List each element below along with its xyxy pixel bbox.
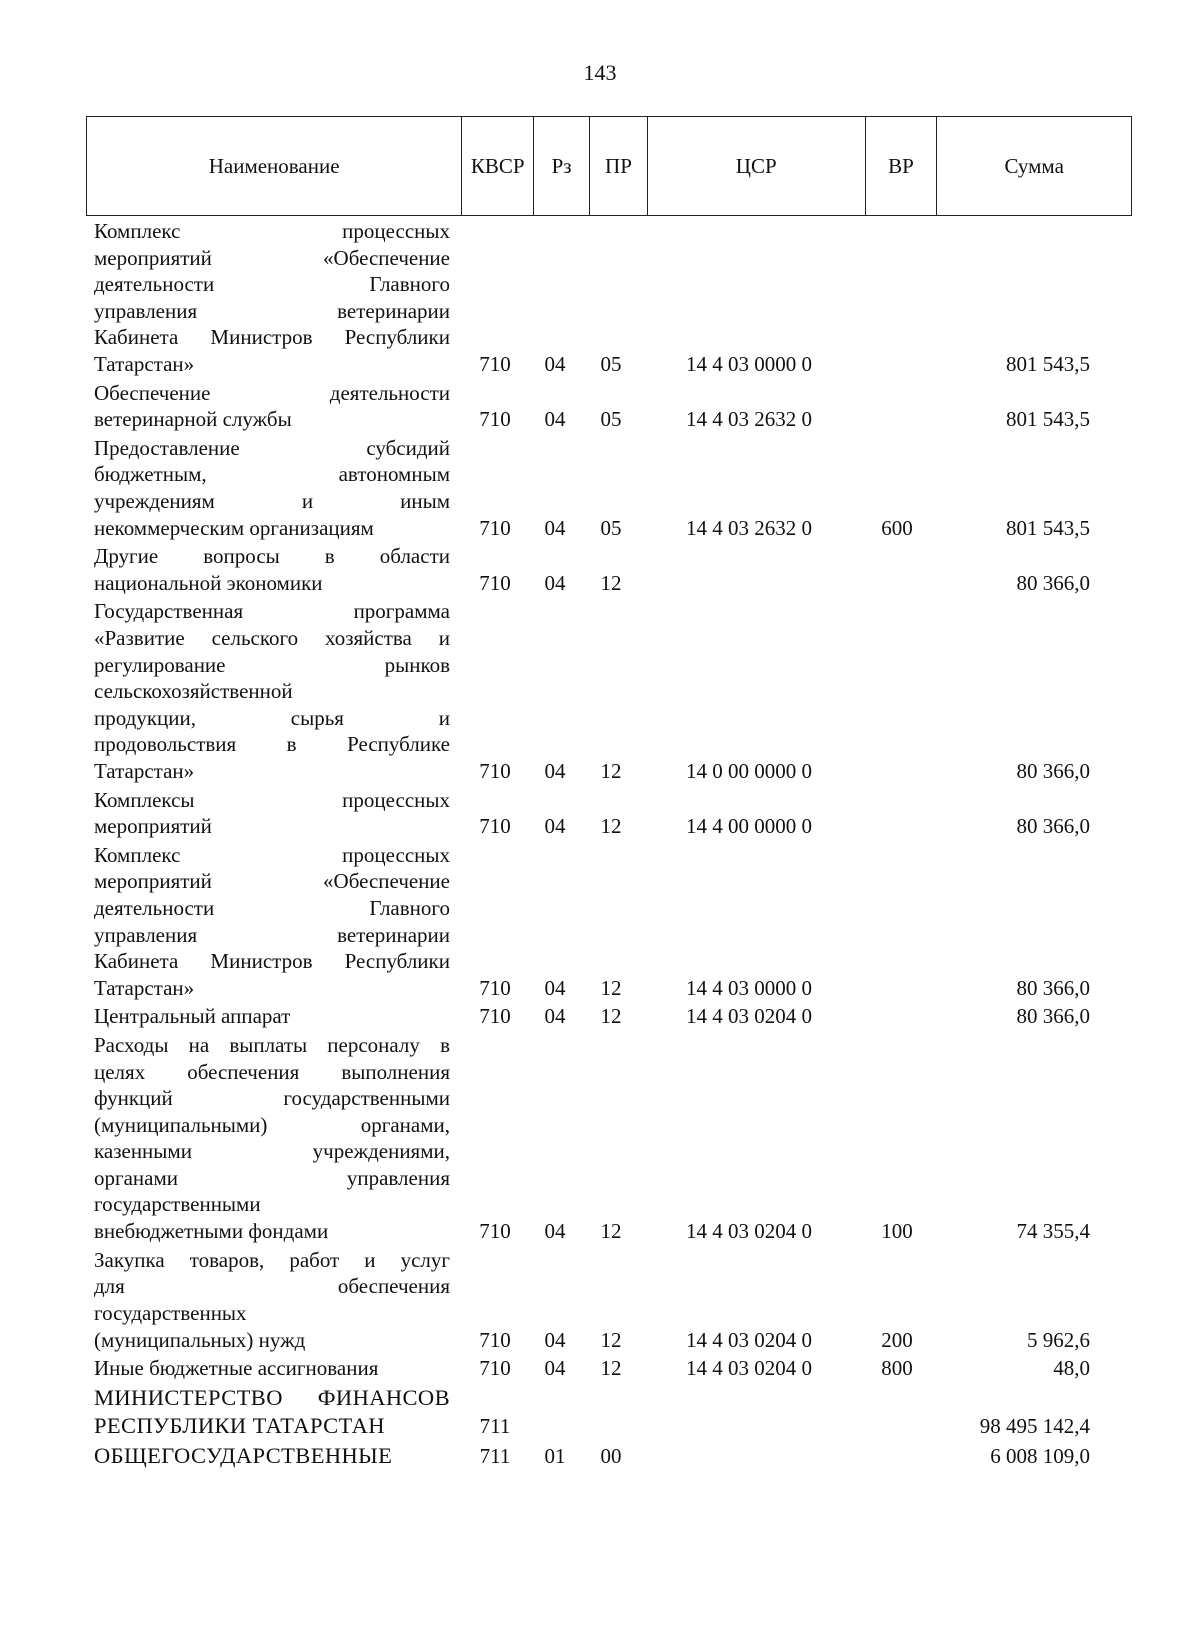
row-rz: 04	[544, 1356, 566, 1381]
page-number: 143	[583, 60, 617, 85]
header-name: Наименование	[87, 117, 462, 215]
row-csr: 14 4 03 0204 0	[686, 1327, 812, 1352]
row-name-line: для обеспечения	[94, 1274, 450, 1299]
header-sum: Сумма	[1004, 153, 1064, 178]
header-pr: ПР	[590, 117, 648, 215]
row-sum: 80 366,0	[1016, 758, 1090, 783]
row-name-line: функций государственными	[94, 1086, 450, 1111]
table-row	[0, 218, 1200, 378]
row-csr: 14 4 00 0000 0	[686, 814, 812, 839]
row-kvsr: 710	[479, 407, 511, 432]
row-name-line: целях обеспечения выполнения	[94, 1059, 450, 1084]
row-name	[94, 1247, 450, 1353]
table-row	[0, 380, 1200, 433]
row-name-line: Комплекс процессных	[94, 219, 450, 243]
row-pr: 12	[600, 814, 622, 839]
header-rz: Рз	[534, 117, 590, 215]
row-name-line: Татарстан»	[94, 758, 195, 783]
row-name-line: продукции, сырья и	[94, 705, 450, 730]
row-sum: 801 543,5	[1006, 515, 1090, 540]
row-name-line: Закупка товаров, работ и услуг	[94, 1247, 450, 1272]
row-rz: 04	[544, 1327, 566, 1352]
row-pr: 12	[600, 975, 622, 1000]
row-sum: 5 962,6	[1027, 1327, 1090, 1352]
header-csr: ЦСР	[648, 117, 866, 215]
row-name	[94, 842, 450, 1002]
row-csr: 14 4 03 0000 0	[686, 975, 812, 1000]
row-sum: 48,0	[1053, 1356, 1090, 1381]
row-name-line: Другие вопросы в области	[94, 544, 450, 569]
row-name-line: деятельности Главного	[94, 272, 450, 297]
row-pr: 12	[600, 758, 622, 783]
row-vr: 100	[881, 1219, 913, 1244]
row-name-line: бюджетным, автономным	[94, 462, 450, 487]
row-kvsr: 710	[479, 814, 511, 839]
row-kvsr: 710	[479, 1327, 511, 1352]
row-pr: 05	[600, 352, 622, 376]
row-csr: 14 0 00 0000 0	[686, 758, 812, 783]
row-sum: 801 543,5	[1006, 407, 1090, 432]
row-name-line: ОБЩЕГОСУДАРСТВЕННЫЕ	[94, 1442, 393, 1468]
row-csr: 14 4 03 2632 0	[686, 515, 812, 540]
table-row	[0, 543, 1200, 596]
row-csr: 14 4 03 2632 0	[686, 407, 812, 432]
row-name-line: мероприятий	[94, 814, 212, 839]
row-name	[94, 435, 450, 541]
row-rz: 04	[544, 975, 566, 1000]
row-name-line: (муниципальными) органами,	[94, 1112, 450, 1137]
row-name-line: Кабинета Министров Республики	[94, 325, 450, 350]
row-rz: 04	[544, 570, 566, 595]
table-row	[0, 1442, 1200, 1470]
row-name-line: мероприятий «Обеспечение	[94, 245, 450, 270]
row-rz: 04	[544, 1004, 566, 1029]
row-name	[94, 598, 450, 784]
row-csr: 14 4 03 0204 0	[686, 1004, 812, 1029]
row-pr: 12	[600, 1004, 622, 1029]
header-kvsr: КВСР	[462, 117, 534, 215]
table-row	[0, 1247, 1200, 1353]
row-vr: 600	[881, 515, 913, 540]
row-kvsr: 710	[479, 1004, 511, 1029]
row-rz: 01	[544, 1443, 566, 1468]
row-csr: 14 4 03 0204 0	[686, 1356, 812, 1381]
row-kvsr: 710	[479, 758, 511, 783]
row-name-line: сельскохозяйственной	[94, 679, 293, 704]
row-pr: 12	[600, 1219, 622, 1244]
row-name	[94, 1384, 450, 1440]
row-name-line: Комплекс процессных	[94, 842, 450, 867]
row-name-line: «Развитие сельского хозяйства и	[94, 625, 450, 650]
row-name-line: учреждениям и иным	[94, 488, 450, 513]
row-kvsr: 710	[479, 1356, 511, 1381]
row-sum: 80 366,0	[1016, 1004, 1090, 1029]
row-kvsr: 711	[479, 1413, 511, 1438]
row-kvsr: 710	[479, 1219, 511, 1244]
table-row	[0, 598, 1200, 784]
row-name-line: Центральный аппарат	[94, 1004, 291, 1029]
row-name-line: РЕСПУБЛИКИ ТАТАРСТАН	[94, 1412, 385, 1438]
row-name-line: управления ветеринарии	[94, 922, 450, 947]
table-body	[0, 218, 1200, 1472]
row-name-line: МИНИСТЕРСТВО ФИНАНСОВ	[94, 1384, 450, 1410]
row-name	[94, 1442, 450, 1470]
row-name	[94, 1355, 450, 1382]
row-name	[94, 380, 450, 433]
header-vr: ВР	[866, 117, 938, 215]
row-name-line: государственными	[94, 1192, 261, 1217]
table-header	[86, 116, 1132, 216]
row-pr: 12	[600, 570, 622, 595]
row-kvsr: 710	[479, 975, 511, 1000]
row-csr: 14 4 03 0204 0	[686, 1219, 812, 1244]
row-name	[94, 1032, 450, 1245]
row-kvsr: 710	[479, 570, 511, 595]
row-name-line: Татарстан»	[94, 975, 195, 1000]
row-name-line: продовольствия в Республике	[94, 732, 450, 757]
row-name-line: Иные бюджетные ассигнования	[94, 1356, 379, 1381]
table-row	[0, 787, 1200, 840]
row-name-line: национальной экономики	[94, 570, 323, 595]
row-name-line: органами управления	[94, 1165, 450, 1190]
row-name	[94, 787, 450, 840]
row-kvsr: 710	[479, 352, 511, 376]
row-name-line: казенными учреждениями,	[94, 1139, 450, 1164]
table-row	[0, 1384, 1200, 1440]
row-name-line: (муниципальных) нужд	[94, 1327, 306, 1352]
row-sum: 6 008 109,0	[990, 1443, 1090, 1468]
row-pr: 12	[600, 1356, 622, 1381]
row-rz: 04	[544, 407, 566, 432]
row-name	[94, 543, 450, 596]
row-vr: 200	[881, 1327, 913, 1352]
row-name-line: Комплексы процессных	[94, 787, 450, 812]
row-kvsr: 710	[479, 515, 511, 540]
row-sum: 80 366,0	[1016, 975, 1090, 1000]
row-sum: 80 366,0	[1016, 570, 1090, 595]
table-row	[0, 842, 1200, 1002]
row-rz: 04	[544, 814, 566, 839]
row-name-line: внебюджетными фондами	[94, 1219, 329, 1244]
row-vr: 800	[881, 1356, 913, 1381]
row-name-line: некоммерческим организациям	[94, 515, 374, 540]
row-rz: 04	[544, 352, 566, 376]
row-name-line: Татарстан»	[94, 351, 195, 376]
row-name-line: Государственная программа	[94, 599, 450, 624]
row-pr: 05	[600, 515, 622, 540]
row-rz: 04	[544, 1219, 566, 1244]
row-name-line: ветеринарной службы	[94, 407, 292, 432]
row-name-line: деятельности Главного	[94, 895, 450, 920]
row-kvsr: 711	[479, 1443, 511, 1468]
row-name-line: регулирование рынков	[94, 652, 450, 677]
row-name-line: Расходы на выплаты персоналу в	[94, 1032, 450, 1057]
row-pr: 12	[600, 1327, 622, 1352]
row-sum: 80 366,0	[1016, 814, 1090, 839]
row-rz: 04	[544, 758, 566, 783]
row-pr: 00	[600, 1443, 622, 1468]
row-name-line: мероприятий «Обеспечение	[94, 869, 450, 894]
row-name-line: Предоставление субсидий	[94, 435, 450, 460]
row-sum: 74 355,4	[1016, 1219, 1090, 1244]
row-sum: 98 495 142,4	[979, 1413, 1090, 1438]
table-row	[0, 1003, 1200, 1030]
row-name-line: государственных	[94, 1300, 247, 1325]
row-name-line: управления ветеринарии	[94, 298, 450, 323]
table-row	[0, 435, 1200, 541]
row-rz: 04	[544, 515, 566, 540]
row-pr: 05	[600, 407, 622, 432]
row-name	[94, 218, 450, 378]
row-name	[94, 1003, 450, 1030]
row-csr: 14 4 03 0000 0	[686, 352, 812, 376]
table-row	[0, 1355, 1200, 1382]
row-sum: 801 543,5	[1006, 352, 1090, 376]
table-row	[0, 1032, 1200, 1245]
row-name-line: Кабинета Министров Республики	[94, 949, 450, 974]
row-name-line: Обеспечение деятельности	[94, 380, 450, 405]
